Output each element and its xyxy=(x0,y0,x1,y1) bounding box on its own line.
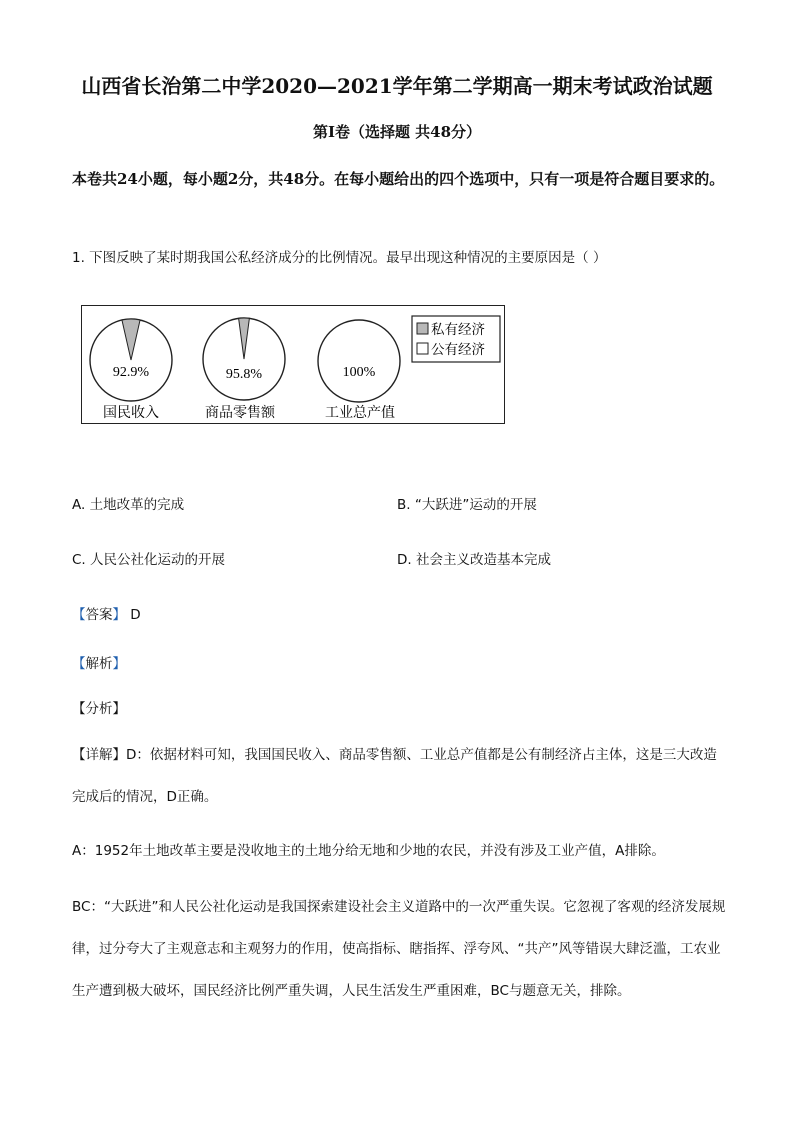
option-b: B. “大跃进”运动的开展 xyxy=(397,497,537,513)
option-c: C. 人民公社化运动的开展 xyxy=(72,552,226,568)
question-stem: 1. 下图反映了某时期我国公私经济成分的比例情况。最早出现这种情况的主要原因是（ ） xyxy=(72,250,607,266)
fenxi-label: 分析 xyxy=(85,701,113,717)
legend-label-public: 公有经济 xyxy=(431,342,485,358)
pie-chart-svg xyxy=(82,306,506,425)
pie-industrial-output-label: 工业总产值 xyxy=(325,405,395,421)
analysis-label: 解析 xyxy=(85,656,113,672)
answer-label: 答案 xyxy=(85,607,113,623)
fenxi-line: 【分析】 xyxy=(72,701,126,717)
option-bc-explanation: BC：“大跃进”和人民公社化运动是我国探索建设社会主义道路中的一次严重失误。它忽视了客观的经济发展规律，过分夸大了主观意志和主观努力的作用，使高指标、瞎指挥、浮夸风、“共产”风等错误大肆泛滥，工农业生产遭到极大破坏，国民经济比例严重失调，人民生活发生严重困难，BC与题意无关，排除。 xyxy=(72,899,726,999)
option-a-explanation: A：1952年土地改革主要是没收地主的土地分给无地和少地的农民，并没有涉及工业产值，A排除。 xyxy=(72,843,665,859)
section-instructions: 本卷共24小题，每小题2分，共48分。在每小题给出的四个选项中，只有一项是符合题目要求的。 xyxy=(72,170,725,188)
option-a: A. 土地改革的完成 xyxy=(72,497,185,513)
legend-swatch-public xyxy=(417,343,428,354)
pie-industrial-output-percent: 100% xyxy=(342,365,376,380)
pie-retail-sales-percent: 95.8% xyxy=(225,367,263,382)
option-d: D. 社会主义改造基本完成 xyxy=(397,552,551,568)
analysis-line: 【解析】 xyxy=(72,656,126,672)
answer-value: D xyxy=(126,607,141,623)
pie-retail-sales-label: 商品零售额 xyxy=(205,405,275,421)
page-title: 山西省长治第二中学2020—2021学年第二学期高一期末考试政治试题 xyxy=(81,74,713,98)
detail-text: D：依据材料可知，我国国民收入、商品零售额、工业总产值都是公有制经济占主体，这是三大改造完成后的情况，D正确。 xyxy=(72,747,717,805)
detail-label: 详解 xyxy=(85,747,113,763)
pie-national-income-label: 国民收入 xyxy=(103,405,159,421)
pie-national-income-percent: 92.9% xyxy=(112,365,150,380)
section-title: 第Ⅰ卷（选择题 共48分） xyxy=(312,123,482,141)
legend-label-private: 私有经济 xyxy=(431,322,485,338)
detail-paragraph: 【详解】D：依据材料可知，我国国民收入、商品零售额、工业总产值都是公有制经济占主体，这是三大改造完成后的情况，D正确。 xyxy=(72,747,717,805)
pie-chart-figure xyxy=(81,305,505,424)
legend-swatch-private xyxy=(417,323,428,334)
answer-line: 【答案】 D xyxy=(72,607,141,623)
pie-industrial-output xyxy=(318,320,400,402)
